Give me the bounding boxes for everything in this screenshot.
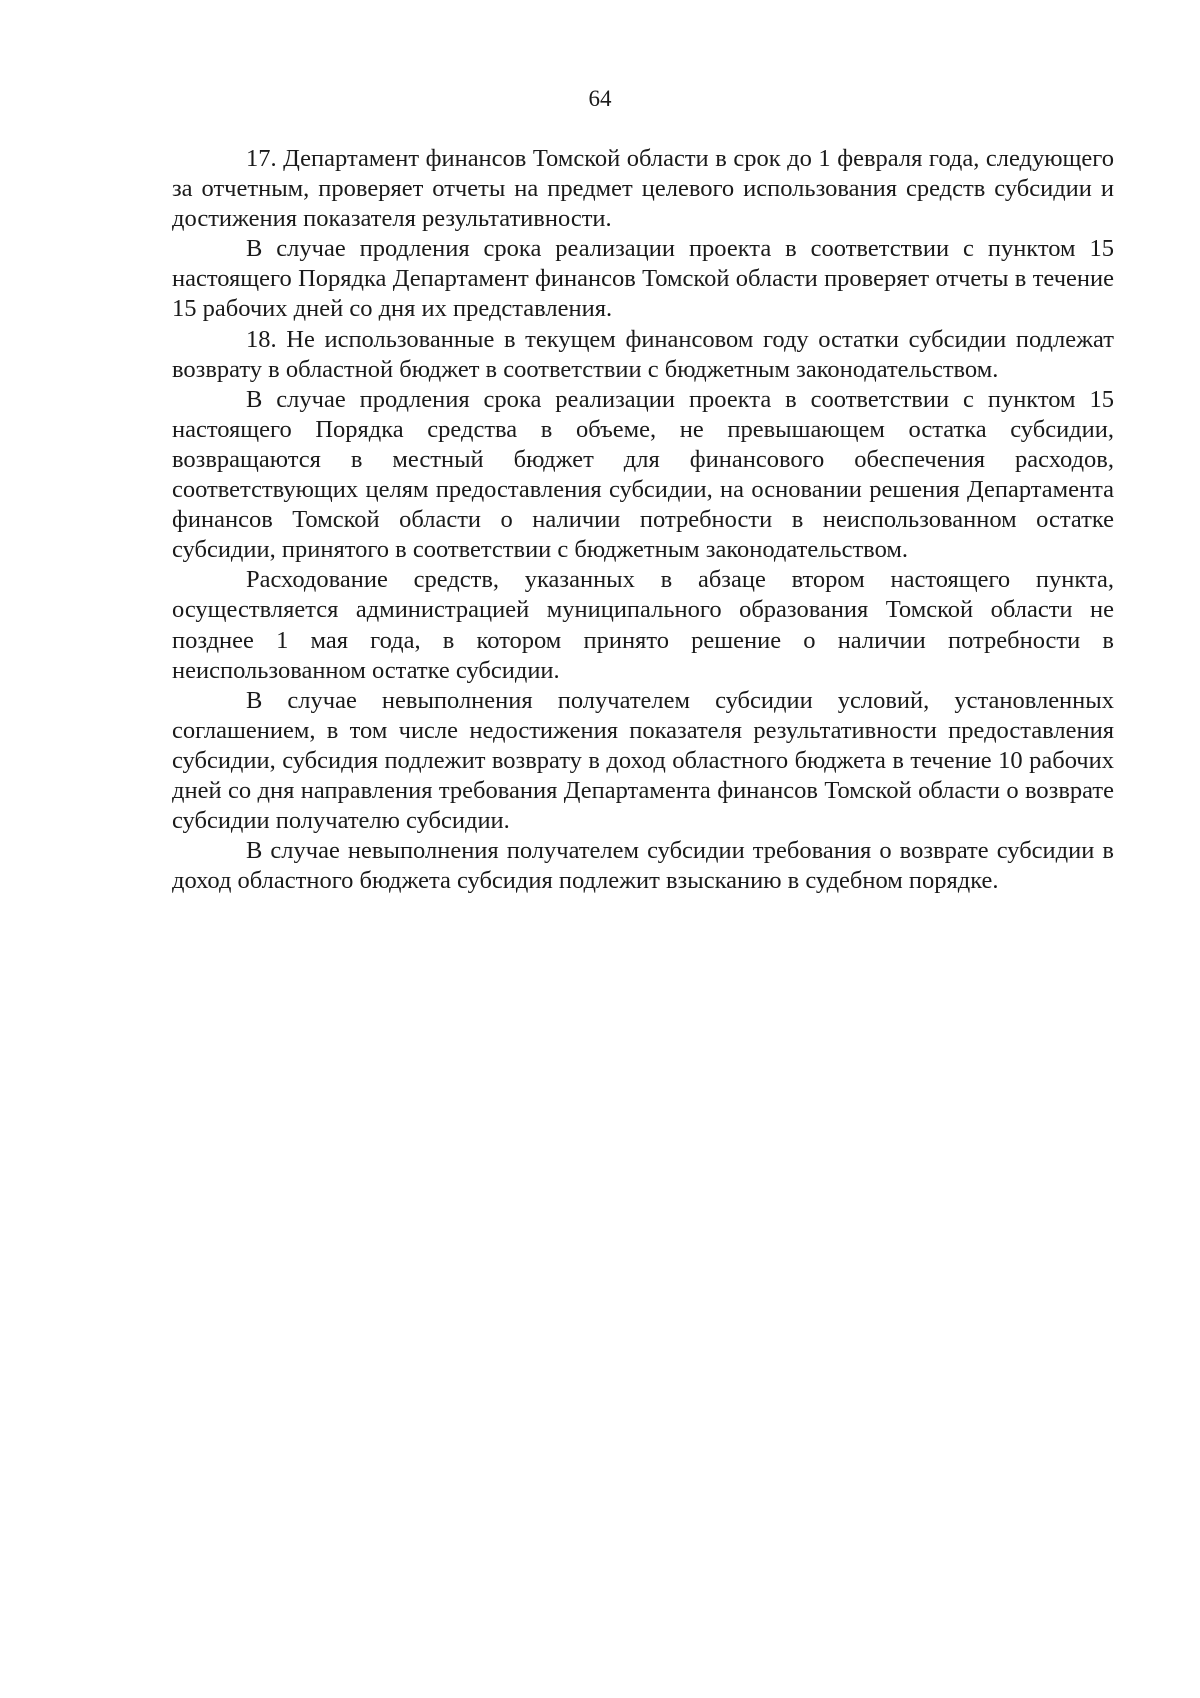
page-number: 64 (588, 86, 612, 111)
paragraph-18-extension: В случае продления срока реализации проекта в соответствии с пунктом 15 настоящего Порядка средства в объеме, не превышающем остатка субсидии, возвращаются в местный бюджет для финансового обеспечения расходов, соответствующих целям предоставления субсидии, на основании решения Департамента финансов Томской области о наличии потребности в неиспользованном остатке субсидии, принятого в соответствии с бюджетным законодательством. (172, 385, 1114, 564)
paragraph-17-extension: В случае продления срока реализации проекта в соответствии с пунктом 15 настоящего Порядка Департамент финансов Томской области проверяет отчеты в течение 15 рабочих дней со дня их представления. (172, 235, 1114, 323)
paragraph-17: 17. Департамент финансов Томской области в срок до 1 февраля года, следующего за отчетным, проверяет отчеты на предмет целевого использования средств субсидии и достижения показателя результативности. (172, 145, 1114, 233)
document-body (172, 144, 1114, 896)
paragraph-18: 18. Не использованные в текущем финансовом году остатки субсидии подлежат возврату в областной бюджет в соответствии с бюджетным законодательством. (172, 325, 1114, 383)
paragraph-spending: Расходование средств, указанных в абзаце втором настоящего пункта, осуществляется администрацией муниципального образования Томской области не позднее 1 мая года, в котором принято решение о наличии потребности в неиспользованном остатке субсидии. (172, 566, 1114, 684)
paragraph-noncompliance: В случае невыполнения получателем субсидии условий, установленных соглашением, в том числе недостижения показателя результативности предоставления субсидии, субсидия подлежит возврату в доход областного бюджета в течение 10 рабочих дней со дня направления требования Департамента финансов Томской области о возврате субсидии получателю субсидии. (172, 686, 1114, 835)
paragraph-recovery: В случае невыполнения получателем субсидии требования о возврате субсидии в доход областного бюджета субсидия подлежит взысканию в судебном порядке. (172, 837, 1114, 895)
